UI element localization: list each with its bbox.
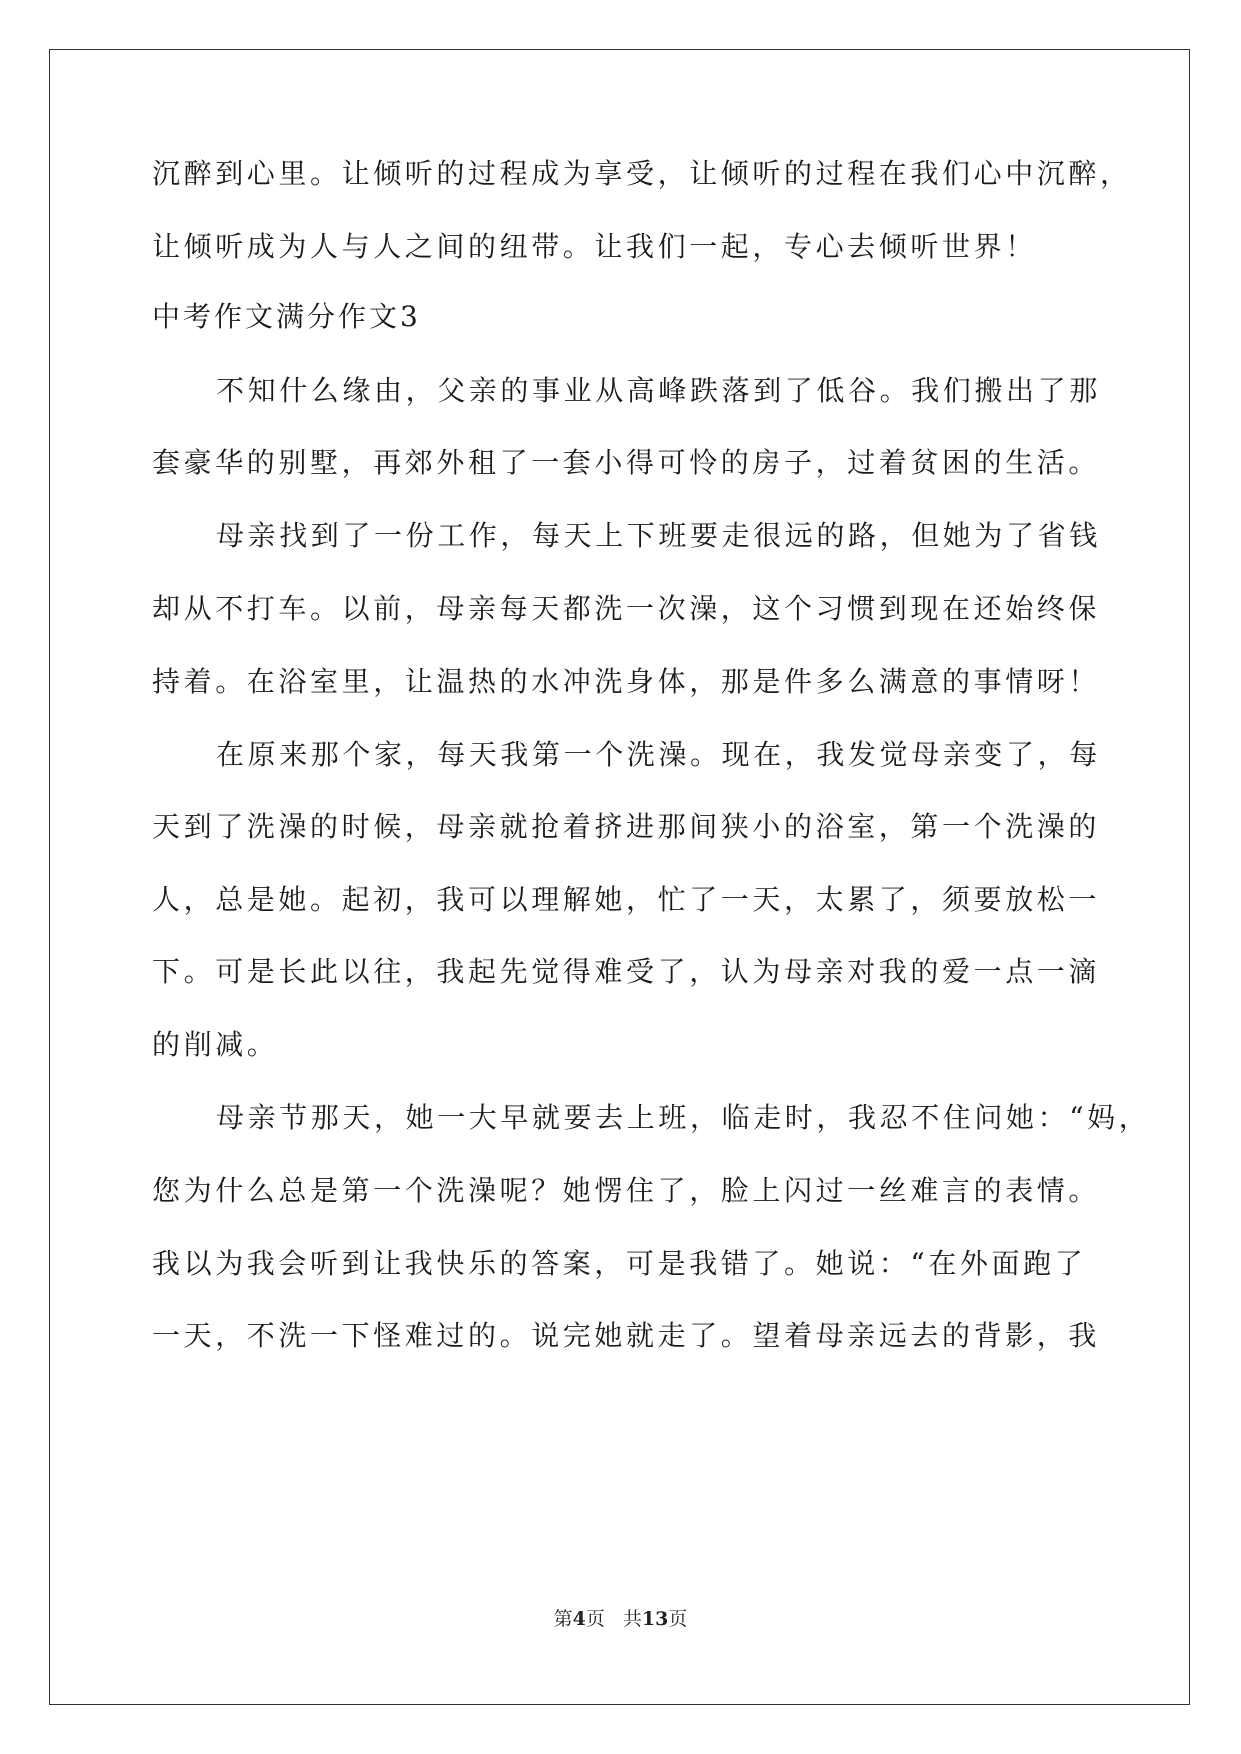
page-footer [0,1606,1241,1632]
paragraph-2-line-2: 套豪华的别墅，再郊外租了一套小得可怜的房子，过着贫困的生活。 [152,446,1101,479]
paragraph-5-line-3: 我以为我会听到让我快乐的答案，可是我错了。她说：“在外面跑了 [152,1247,1087,1280]
paragraph-3-line-1: 母亲找到了一份工作，每天上下班要走很远的路，但她为了省钱 [216,519,1101,552]
paragraph-4-line-5: 的削减。 [152,1028,279,1061]
page-suffix: 页 [585,1608,605,1630]
paragraph-5-line-1: 母亲节那天，她一大早就要去上班，临走时，我忍不住问她：“妈， [216,1101,1151,1134]
paragraph-5-line-4: 一天，不洗一下怪难过的。说完她就走了。望着母亲远去的背影，我 [152,1319,1101,1352]
paragraph-5-line-2: 您为什么总是第一个洗澡呢？她愣住了，脸上闪过一丝难言的表情。 [152,1174,1101,1207]
total-suffix: 页 [668,1608,688,1630]
paragraph-4-line-3: 人，总是她。起初，我可以理解她，忙了一天，太累了，须要放松一 [152,883,1101,916]
page-number: 4 [572,1608,586,1630]
paragraph-2-line-1: 不知什么缘由，父亲的事业从高峰跌落到了低谷。我们搬出了那 [216,374,1101,407]
paragraph-4-line-2: 天到了洗澡的时候，母亲就抢着挤进那间狭小的浴室，第一个洗澡的 [152,810,1101,843]
section-heading: 中考作文满分作文3 [152,300,421,333]
paragraph-1-line-1: 沉醉到心里。让倾听的过程成为享受，让倾听的过程在我们心中沉醉， [152,157,1132,190]
paragraph-4-line-1: 在原来那个家，每天我第一个洗澡。现在，我发觉母亲变了，每 [216,738,1101,771]
paragraph-4-line-4: 下。可是长此以往，我起先觉得难受了，认为母亲对我的爱一点一滴 [152,955,1101,988]
total-pages: 13 [641,1608,669,1630]
paragraph-3-line-2: 却从不打车。以前，母亲每天都洗一次澡，这个习惯到现在还始终保 [152,592,1101,625]
total-prefix: 共 [622,1608,642,1630]
paragraph-1-line-2: 让倾听成为人与人之间的纽带。让我们一起，专心去倾听世界！ [152,230,1037,263]
page-prefix: 第 [553,1608,573,1630]
paragraph-3-line-3: 持着。在浴室里，让温热的水冲洗身体，那是件多么满意的事情呀！ [152,665,1101,698]
